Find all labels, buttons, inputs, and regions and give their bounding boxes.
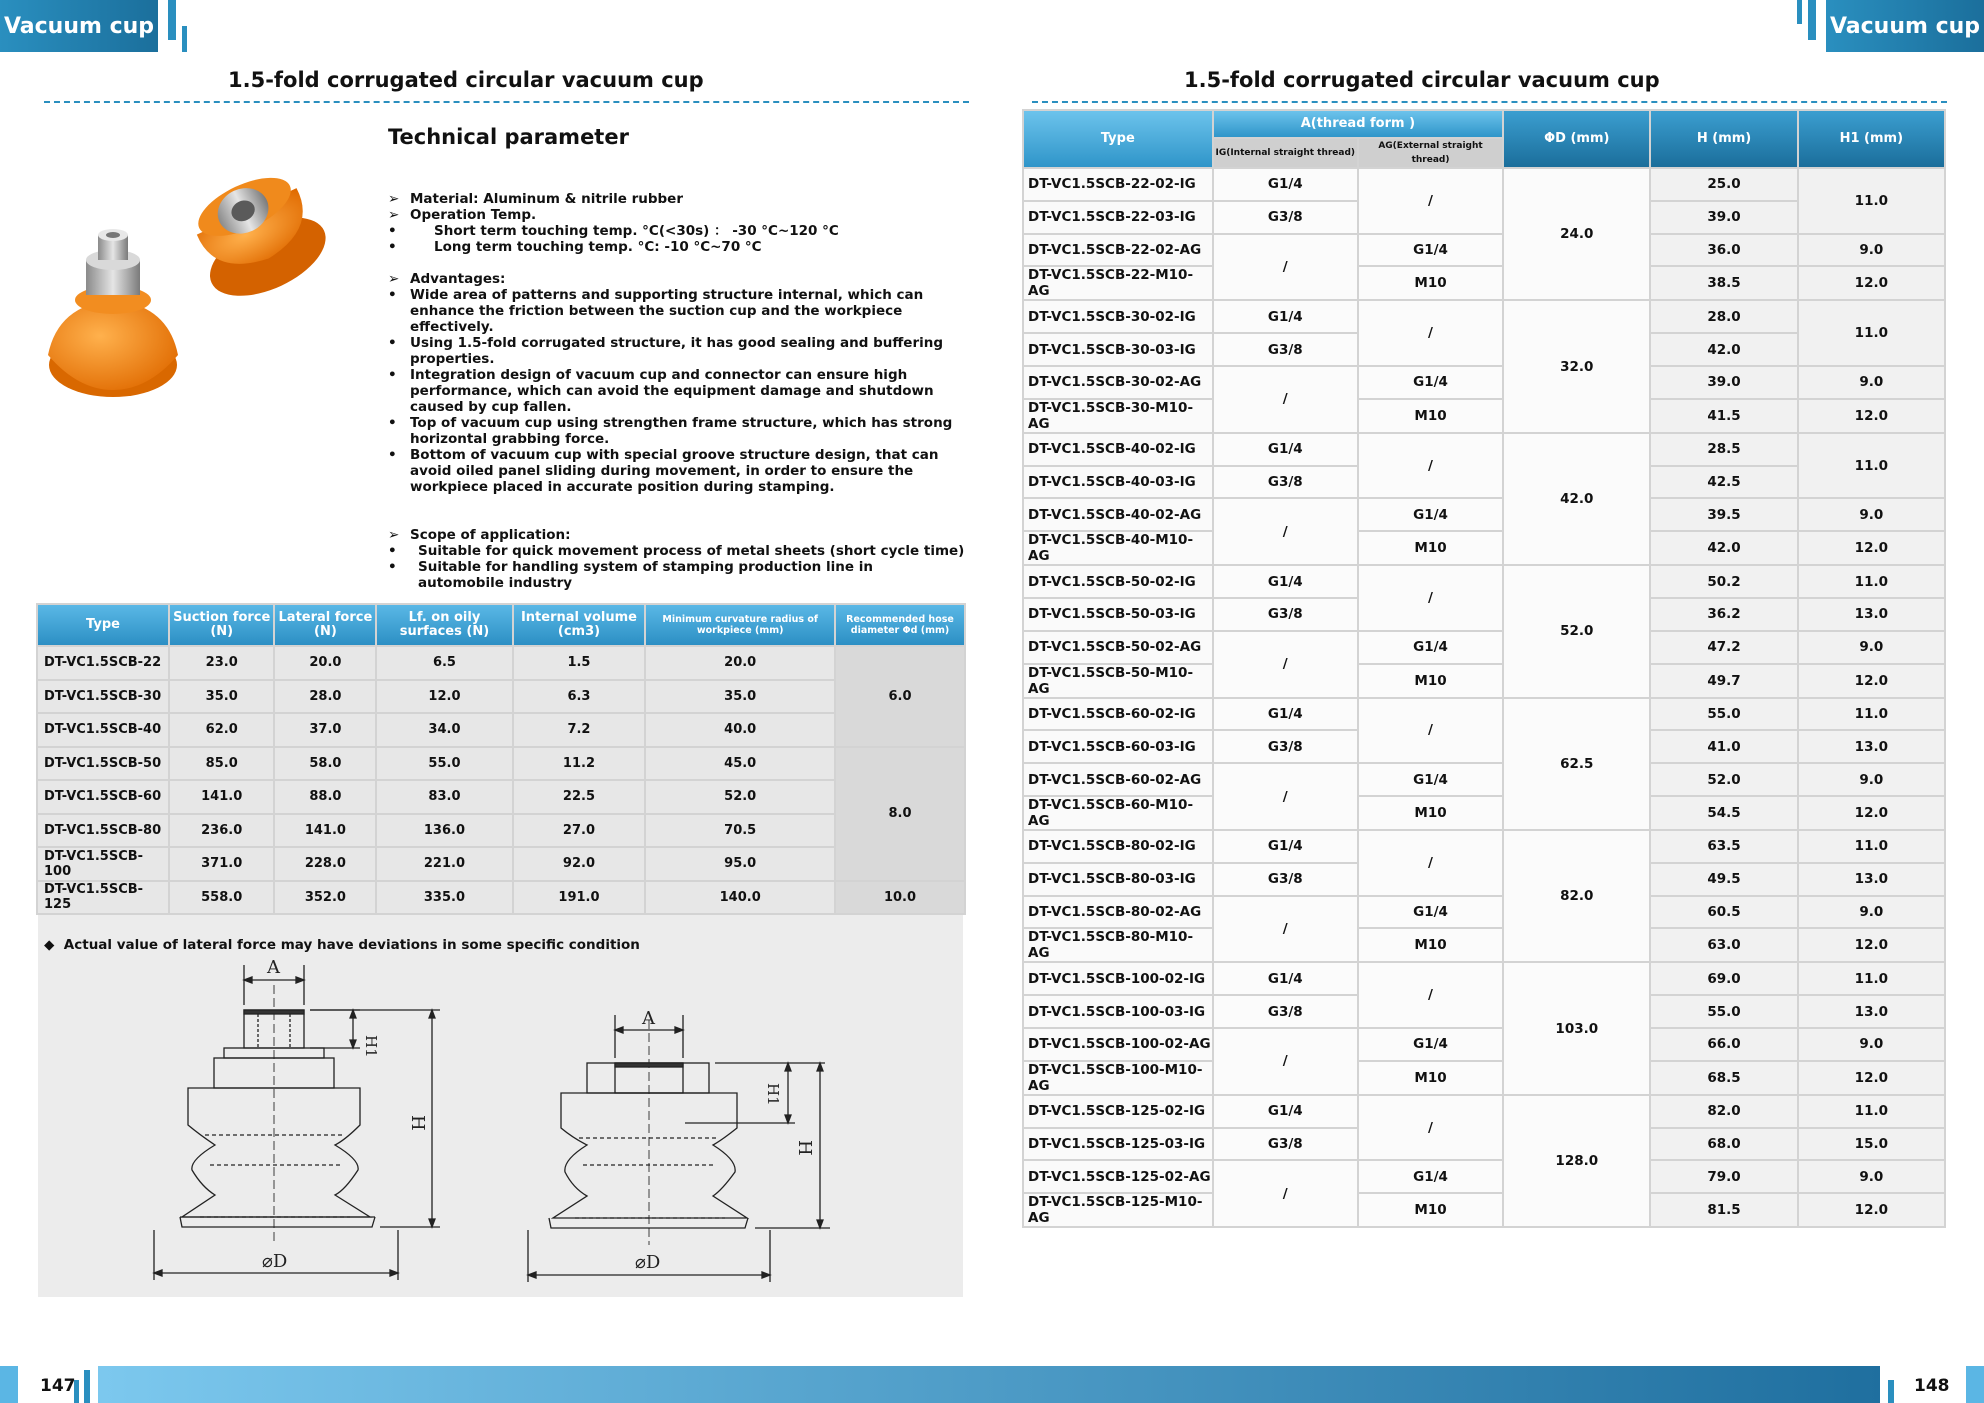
type-cell: DT-VC1.5SCB-60-02-IG <box>1024 699 1212 730</box>
h1-cell: 12.0 <box>1799 400 1944 432</box>
label-d-2: ⌀D <box>635 1252 661 1273</box>
type-cell: DT-VC1.5SCB-30 <box>38 681 168 713</box>
h-cell: 55.0 <box>1651 699 1796 730</box>
type-cell: DT-VC1.5SCB-60-M10-AG <box>1024 797 1212 829</box>
value-cell: 221.0 <box>377 848 511 880</box>
page-number-right: 148 <box>1914 1376 1950 1396</box>
h1-cell: 9.0 <box>1799 1161 1944 1192</box>
col-volume: Internal volume (cm3) <box>514 605 645 645</box>
ig-cell: G1/4 <box>1214 831 1357 862</box>
h-cell: 42.0 <box>1651 334 1796 365</box>
h-cell: 82.0 <box>1651 1096 1796 1127</box>
type-cell: DT-VC1.5SCB-40-M10-AG <box>1024 532 1212 564</box>
bullet-scope2: Suitable for handling system of stamping production line in automobile industry <box>418 559 873 591</box>
label-a-2: A <box>642 1008 655 1029</box>
h1-cell: 9.0 <box>1799 235 1944 266</box>
label-h: H <box>407 1115 428 1131</box>
h-cell: 36.2 <box>1651 599 1796 630</box>
h-cell: 68.0 <box>1651 1129 1796 1160</box>
table-row <box>1024 1029 1944 1060</box>
ig-slash-cell: / <box>1214 764 1357 829</box>
bullet-adv3: Integration design of vacuum cup and connector can ensure high performance, which can avoid the equipment damage and shutdown caused by cup fallen. <box>410 367 934 415</box>
hose-cell: 10.0 <box>836 882 964 914</box>
h-cell: 81.5 <box>1651 1194 1796 1226</box>
type-cell: DT-VC1.5SCB-50-02-IG <box>1024 566 1212 597</box>
value-cell: 371.0 <box>170 848 273 880</box>
h1-cell: 12.0 <box>1799 532 1944 564</box>
bullet-scope: Scope of application: <box>410 527 571 543</box>
value-cell: 6.5 <box>377 647 511 679</box>
col-thread: A(thread form ) <box>1214 111 1503 137</box>
h1-cell: 9.0 <box>1799 897 1944 928</box>
h1-cell: 13.0 <box>1799 731 1944 762</box>
col-lateral: Lateral force (N) <box>275 605 375 645</box>
value-cell: 62.0 <box>170 714 273 746</box>
ag-slash-cell: / <box>1359 831 1502 895</box>
type-cell: DT-VC1.5SCB-125-03-IG <box>1024 1129 1212 1160</box>
h1-cell: 12.0 <box>1799 1062 1944 1094</box>
header-tab-left: Vacuum cup <box>0 0 158 52</box>
col-ig: IG(Internal straight thread) <box>1214 139 1357 167</box>
h1-cell: 11.0 <box>1799 169 1944 233</box>
col-ag: AG(External straight thread) <box>1359 139 1502 167</box>
col-type: Type <box>1024 111 1212 167</box>
ag-slash-cell: / <box>1359 699 1502 763</box>
h1-cell: 12.0 <box>1799 1194 1944 1226</box>
ag-slash-cell: / <box>1359 566 1502 630</box>
ig-cell: G1/4 <box>1214 963 1357 994</box>
h1-cell: 9.0 <box>1799 499 1944 530</box>
table-row <box>38 748 964 780</box>
h1-cell: 11.0 <box>1799 699 1944 730</box>
ag-cell: G1/4 <box>1359 1029 1502 1060</box>
table-row <box>1024 169 1944 200</box>
value-cell: 7.2 <box>514 714 645 746</box>
h1-cell: 12.0 <box>1799 797 1944 829</box>
h1-cell: 13.0 <box>1799 996 1944 1027</box>
h-cell: 66.0 <box>1651 1029 1796 1060</box>
h-cell: 69.0 <box>1651 963 1796 994</box>
type-cell: DT-VC1.5SCB-40-02-IG <box>1024 434 1212 465</box>
type-cell: DT-VC1.5SCB-50 <box>38 748 168 780</box>
d-cell: 128.0 <box>1504 1096 1649 1226</box>
table-row <box>1024 929 1944 961</box>
h-cell: 52.0 <box>1651 764 1796 795</box>
value-cell: 20.0 <box>275 647 375 679</box>
value-cell: 558.0 <box>170 882 273 914</box>
h-cell: 49.7 <box>1651 665 1796 697</box>
type-cell: DT-VC1.5SCB-30-02-IG <box>1024 301 1212 332</box>
type-cell: DT-VC1.5SCB-50-M10-AG <box>1024 665 1212 697</box>
ag-cell: M10 <box>1359 1194 1502 1226</box>
table-row <box>1024 963 1944 994</box>
force-spec-table <box>36 603 966 915</box>
h-cell: 54.5 <box>1651 797 1796 829</box>
value-cell: 40.0 <box>646 714 834 746</box>
bullet-advantages: Advantages: <box>410 271 506 287</box>
ig-cell: G1/4 <box>1214 699 1357 730</box>
ig-cell: G3/8 <box>1214 202 1357 233</box>
d-cell: 24.0 <box>1504 169 1649 299</box>
type-cell: DT-VC1.5SCB-50-03-IG <box>1024 599 1212 630</box>
bullet-adv2: Using 1.5-fold corrugated structure, it has good sealing and buffering properties. <box>410 335 944 367</box>
type-cell: DT-VC1.5SCB-125-02-IG <box>1024 1096 1212 1127</box>
label-a: A <box>267 957 280 978</box>
ig-cell: G3/8 <box>1214 1129 1357 1160</box>
right-title: 1.5-fold corrugated circular vacuum cup <box>1184 68 1660 92</box>
value-cell: 28.0 <box>275 681 375 713</box>
value-cell: 1.5 <box>514 647 645 679</box>
h-cell: 63.5 <box>1651 831 1796 862</box>
hose-cell: 8.0 <box>836 748 964 880</box>
type-cell: DT-VC1.5SCB-80-02-AG <box>1024 897 1212 928</box>
value-cell: 45.0 <box>646 748 834 780</box>
d-cell: 103.0 <box>1504 963 1649 1093</box>
value-cell: 34.0 <box>377 714 511 746</box>
ag-cell: G1/4 <box>1359 632 1502 663</box>
ig-cell: G1/4 <box>1214 169 1357 200</box>
h1-cell: 11.0 <box>1799 963 1944 994</box>
label-h-2: H <box>794 1140 815 1156</box>
ig-slash-cell: / <box>1214 367 1357 432</box>
type-cell: DT-VC1.5SCB-100-02-AG <box>1024 1029 1212 1060</box>
h-cell: 41.5 <box>1651 400 1796 432</box>
value-cell: 335.0 <box>377 882 511 914</box>
col-d: ΦD (mm) <box>1504 111 1649 167</box>
ag-cell: G1/4 <box>1359 897 1502 928</box>
ag-cell: M10 <box>1359 1062 1502 1094</box>
value-cell: 35.0 <box>170 681 273 713</box>
footer-accent-right <box>1966 1366 1984 1403</box>
table-row <box>1024 367 1944 398</box>
page-number-left: 147 <box>40 1376 76 1396</box>
type-cell: DT-VC1.5SCB-22-02-IG <box>1024 169 1212 200</box>
h-cell: 42.0 <box>1651 532 1796 564</box>
ag-cell: G1/4 <box>1359 764 1502 795</box>
table-row <box>38 882 964 914</box>
type-cell: DT-VC1.5SCB-100-M10-AG <box>1024 1062 1212 1094</box>
type-cell: DT-VC1.5SCB-80-M10-AG <box>1024 929 1212 961</box>
ig-cell: G3/8 <box>1214 467 1357 498</box>
type-cell: DT-VC1.5SCB-100-03-IG <box>1024 996 1212 1027</box>
tech-param-list: ➢ Material: Aluminum & nitrile rubber ➢ Operation Temp. • Short term touching temp. °C(<30s) ： -30 °C~120 °C • Long term touching temp. °C: -10 °C~70 °C ➢ Advantages: • Wide area of patterns and supporting structure internal, which can enhance the friction between the suction cup and the workpiece effectively. • Using 1.5-fold corrugated structure, it has good sealing and buffering properties. • Integration design of vacuum cup and connector can ensure high performance, which can avoid the equipment damage and shutdown caused by cup fallen. • Top of vacuum cup using strengthen frame structure, which has strong horizontal grabbing force. • Bottom of vacuum cup with special groove structure design, that can avoid oiled panel sliding during movement, in order to ensure the workpiece placed in accurate position during stamping. ➢ Scope of application: • Suitable for quick movement process of metal sheets (short cycle time) • Suitable for handling system of stamping production line in automobile industry <box>388 191 968 591</box>
type-cell: DT-VC1.5SCB-60-03-IG <box>1024 731 1212 762</box>
h-cell: 39.0 <box>1651 202 1796 233</box>
table-row <box>1024 532 1944 564</box>
h-cell: 36.0 <box>1651 235 1796 266</box>
ag-cell: M10 <box>1359 665 1502 697</box>
h-cell: 79.0 <box>1651 1161 1796 1192</box>
table-row <box>1024 301 1944 332</box>
h1-cell: 12.0 <box>1799 267 1944 299</box>
type-cell: DT-VC1.5SCB-22 <box>38 647 168 679</box>
h-cell: 63.0 <box>1651 929 1796 961</box>
ag-slash-cell: / <box>1359 1096 1502 1160</box>
table-row <box>1024 566 1944 597</box>
h1-cell: 11.0 <box>1799 434 1944 498</box>
ig-cell: G3/8 <box>1214 864 1357 895</box>
value-cell: 83.0 <box>377 781 511 813</box>
h1-cell: 12.0 <box>1799 665 1944 697</box>
value-cell: 22.5 <box>514 781 645 813</box>
ag-cell: M10 <box>1359 400 1502 432</box>
drawing-ag-cup <box>505 1000 845 1290</box>
left-divider <box>44 101 969 103</box>
ig-slash-cell: / <box>1214 1161 1357 1226</box>
h1-cell: 11.0 <box>1799 301 1944 365</box>
d-cell: 62.5 <box>1504 699 1649 829</box>
d-cell: 32.0 <box>1504 301 1649 431</box>
d-cell: 52.0 <box>1504 566 1649 696</box>
type-cell: DT-VC1.5SCB-30-02-AG <box>1024 367 1212 398</box>
type-cell: DT-VC1.5SCB-22-03-IG <box>1024 202 1212 233</box>
value-cell: 12.0 <box>377 681 511 713</box>
d-cell: 42.0 <box>1504 434 1649 564</box>
header-tab-right: Vacuum cup <box>1826 0 1984 52</box>
table-row <box>38 714 964 746</box>
value-cell: 88.0 <box>275 781 375 813</box>
ig-cell: G1/4 <box>1214 1096 1357 1127</box>
ag-slash-cell: / <box>1359 963 1502 1027</box>
bullet-material: Material: Aluminum & nitrile rubber <box>410 191 683 207</box>
table-row <box>38 848 964 880</box>
type-cell: DT-VC1.5SCB-125-M10-AG <box>1024 1194 1212 1226</box>
table-row <box>1024 400 1944 432</box>
ig-cell: G1/4 <box>1214 301 1357 332</box>
bullet-adv4: Top of vacuum cup using strengthen frame structure, which has strong horizontal grabbing force. <box>410 415 953 447</box>
left-title: 1.5-fold corrugated circular vacuum cup <box>228 68 704 92</box>
col-curvature: Minimum curvature radius of workpiece (mm) <box>646 605 834 645</box>
h1-cell: 11.0 <box>1799 1096 1944 1127</box>
table-row <box>38 815 964 847</box>
table-row <box>1024 1096 1944 1127</box>
ag-cell: M10 <box>1359 929 1502 961</box>
footer-bar <box>98 1366 1880 1403</box>
footer-ticks-left-2 <box>84 1370 90 1403</box>
value-cell: 11.2 <box>514 748 645 780</box>
bullet-adv5: Bottom of vacuum cup with special groove structure design, that can avoid oiled panel sliding during movement, in order to ensure the workpiece placed in accurate position during stamping. <box>410 447 939 495</box>
h-cell: 60.5 <box>1651 897 1796 928</box>
h-cell: 39.0 <box>1651 367 1796 398</box>
tech-param-title: Technical parameter <box>388 125 629 149</box>
table-row <box>1024 1194 1944 1226</box>
ag-slash-cell: / <box>1359 301 1502 365</box>
table-row <box>1024 831 1944 862</box>
value-cell: 191.0 <box>514 882 645 914</box>
type-cell: DT-VC1.5SCB-30-M10-AG <box>1024 400 1212 432</box>
ag-slash-cell: / <box>1359 434 1502 498</box>
ag-cell: G1/4 <box>1359 499 1502 530</box>
table-row <box>1024 499 1944 530</box>
ig-cell: G3/8 <box>1214 996 1357 1027</box>
value-cell: 140.0 <box>646 882 834 914</box>
type-cell: DT-VC1.5SCB-40-03-IG <box>1024 467 1212 498</box>
type-cell: DT-VC1.5SCB-80 <box>38 815 168 847</box>
table-row <box>38 681 964 713</box>
value-cell: 70.5 <box>646 815 834 847</box>
col-h: H (mm) <box>1651 111 1796 167</box>
h-cell: 49.5 <box>1651 864 1796 895</box>
h-cell: 50.2 <box>1651 566 1796 597</box>
footer-accent-left <box>0 1366 18 1403</box>
h-cell: 28.0 <box>1651 301 1796 332</box>
table-row <box>1024 235 1944 266</box>
h-cell: 39.5 <box>1651 499 1796 530</box>
type-cell: DT-VC1.5SCB-100-02-IG <box>1024 963 1212 994</box>
h1-cell: 9.0 <box>1799 367 1944 398</box>
value-cell: 58.0 <box>275 748 375 780</box>
h1-cell: 9.0 <box>1799 764 1944 795</box>
type-cell: DT-VC1.5SCB-60-02-AG <box>1024 764 1212 795</box>
h-cell: 55.0 <box>1651 996 1796 1027</box>
label-h1-2: H1 <box>764 1083 782 1106</box>
h-cell: 41.0 <box>1651 731 1796 762</box>
lateral-force-note: ◆ Actual value of lateral force may have deviations in some specific condition <box>44 937 640 953</box>
hose-cell: 6.0 <box>836 647 964 746</box>
bullet-long-temp: Long term touching temp. °C: -10 °C~70 °C <box>434 239 762 255</box>
value-cell: 236.0 <box>170 815 273 847</box>
h1-cell: 9.0 <box>1799 1029 1944 1060</box>
footer-ticks-right <box>1888 1380 1894 1403</box>
h-cell: 25.0 <box>1651 169 1796 200</box>
type-cell: DT-VC1.5SCB-100 <box>38 848 168 880</box>
h-cell: 28.5 <box>1651 434 1796 465</box>
value-cell: 23.0 <box>170 647 273 679</box>
ig-cell: G3/8 <box>1214 731 1357 762</box>
table-row <box>1024 434 1944 465</box>
value-cell: 37.0 <box>275 714 375 746</box>
ig-slash-cell: / <box>1214 235 1357 300</box>
value-cell: 27.0 <box>514 815 645 847</box>
ag-cell: G1/4 <box>1359 1161 1502 1192</box>
type-cell: DT-VC1.5SCB-40-02-AG <box>1024 499 1212 530</box>
vacuum-cup-product-image <box>38 150 338 420</box>
table-row <box>1024 632 1944 663</box>
col-hose: Recommended hose diameter Φd (mm) <box>836 605 964 645</box>
ag-cell: M10 <box>1359 797 1502 829</box>
h1-cell: 12.0 <box>1799 929 1944 961</box>
table-row <box>38 781 964 813</box>
h1-cell: 13.0 <box>1799 599 1944 630</box>
value-cell: 55.0 <box>377 748 511 780</box>
value-cell: 228.0 <box>275 848 375 880</box>
value-cell: 92.0 <box>514 848 645 880</box>
label-h1: H1 <box>362 1035 380 1058</box>
table-row <box>1024 797 1944 829</box>
type-cell: DT-VC1.5SCB-125-02-AG <box>1024 1161 1212 1192</box>
label-d: ⌀D <box>262 1251 288 1272</box>
value-cell: 20.0 <box>646 647 834 679</box>
col-suction: Suction force (N) <box>170 605 273 645</box>
ig-slash-cell: / <box>1214 897 1357 962</box>
value-cell: 141.0 <box>275 815 375 847</box>
type-cell: DT-VC1.5SCB-30-03-IG <box>1024 334 1212 365</box>
ag-cell: M10 <box>1359 267 1502 299</box>
h1-cell: 9.0 <box>1799 632 1944 663</box>
h-cell: 68.5 <box>1651 1062 1796 1094</box>
ig-cell: G3/8 <box>1214 599 1357 630</box>
value-cell: 141.0 <box>170 781 273 813</box>
bullet-op-temp: Operation Temp. <box>410 207 537 223</box>
h1-cell: 11.0 <box>1799 831 1944 862</box>
right-divider <box>1032 101 1947 103</box>
bullet-adv1: Wide area of patterns and supporting structure internal, which can enhance the friction between the suction cup and the workpiece effectively. <box>410 287 924 335</box>
value-cell: 352.0 <box>275 882 375 914</box>
type-cell: DT-VC1.5SCB-80-03-IG <box>1024 864 1212 895</box>
value-cell: 35.0 <box>646 681 834 713</box>
type-cell: DT-VC1.5SCB-40 <box>38 714 168 746</box>
col-oily: Lf. on oily surfaces (N) <box>377 605 511 645</box>
table-row <box>1024 764 1944 795</box>
table-row <box>38 647 964 679</box>
ig-slash-cell: / <box>1214 499 1357 564</box>
type-cell: DT-VC1.5SCB-22-M10-AG <box>1024 267 1212 299</box>
type-cell: DT-VC1.5SCB-125 <box>38 882 168 914</box>
type-cell: DT-VC1.5SCB-22-02-AG <box>1024 235 1212 266</box>
type-cell: DT-VC1.5SCB-50-02-AG <box>1024 632 1212 663</box>
col-h1: H1 (mm) <box>1799 111 1944 167</box>
table-row <box>1024 267 1944 299</box>
ig-slash-cell: / <box>1214 1029 1357 1094</box>
bullet-scope1: Suitable for quick movement process of metal sheets (short cycle time) <box>418 543 965 559</box>
ag-cell: G1/4 <box>1359 367 1502 398</box>
table-row <box>1024 1062 1944 1094</box>
h-cell: 42.5 <box>1651 467 1796 498</box>
drawing-ig-cup <box>140 955 460 1290</box>
table-row <box>1024 699 1944 730</box>
table-row <box>1024 897 1944 928</box>
ag-cell: G1/4 <box>1359 235 1502 266</box>
bullet-short-temp: Short term touching temp. °C(<30s) ： -30 °C~120 °C <box>434 223 839 239</box>
value-cell: 85.0 <box>170 748 273 780</box>
h1-cell: 11.0 <box>1799 566 1944 597</box>
table-row <box>1024 665 1944 697</box>
type-cell: DT-VC1.5SCB-80-02-IG <box>1024 831 1212 862</box>
ig-slash-cell: / <box>1214 632 1357 697</box>
ig-cell: G1/4 <box>1214 434 1357 465</box>
h1-cell: 15.0 <box>1799 1129 1944 1160</box>
type-cell: DT-VC1.5SCB-60 <box>38 781 168 813</box>
ig-cell: G3/8 <box>1214 334 1357 365</box>
ig-cell: G1/4 <box>1214 566 1357 597</box>
diamond-icon: ◆ <box>44 937 55 953</box>
value-cell: 136.0 <box>377 815 511 847</box>
h-cell: 38.5 <box>1651 267 1796 299</box>
dimension-table <box>1022 109 1946 1228</box>
h-cell: 47.2 <box>1651 632 1796 663</box>
h1-cell: 13.0 <box>1799 864 1944 895</box>
value-cell: 6.3 <box>514 681 645 713</box>
ag-slash-cell: / <box>1359 169 1502 233</box>
value-cell: 95.0 <box>646 848 834 880</box>
col-type: Type <box>38 605 168 645</box>
table-row <box>1024 1161 1944 1192</box>
d-cell: 82.0 <box>1504 831 1649 961</box>
value-cell: 52.0 <box>646 781 834 813</box>
ag-cell: M10 <box>1359 532 1502 564</box>
